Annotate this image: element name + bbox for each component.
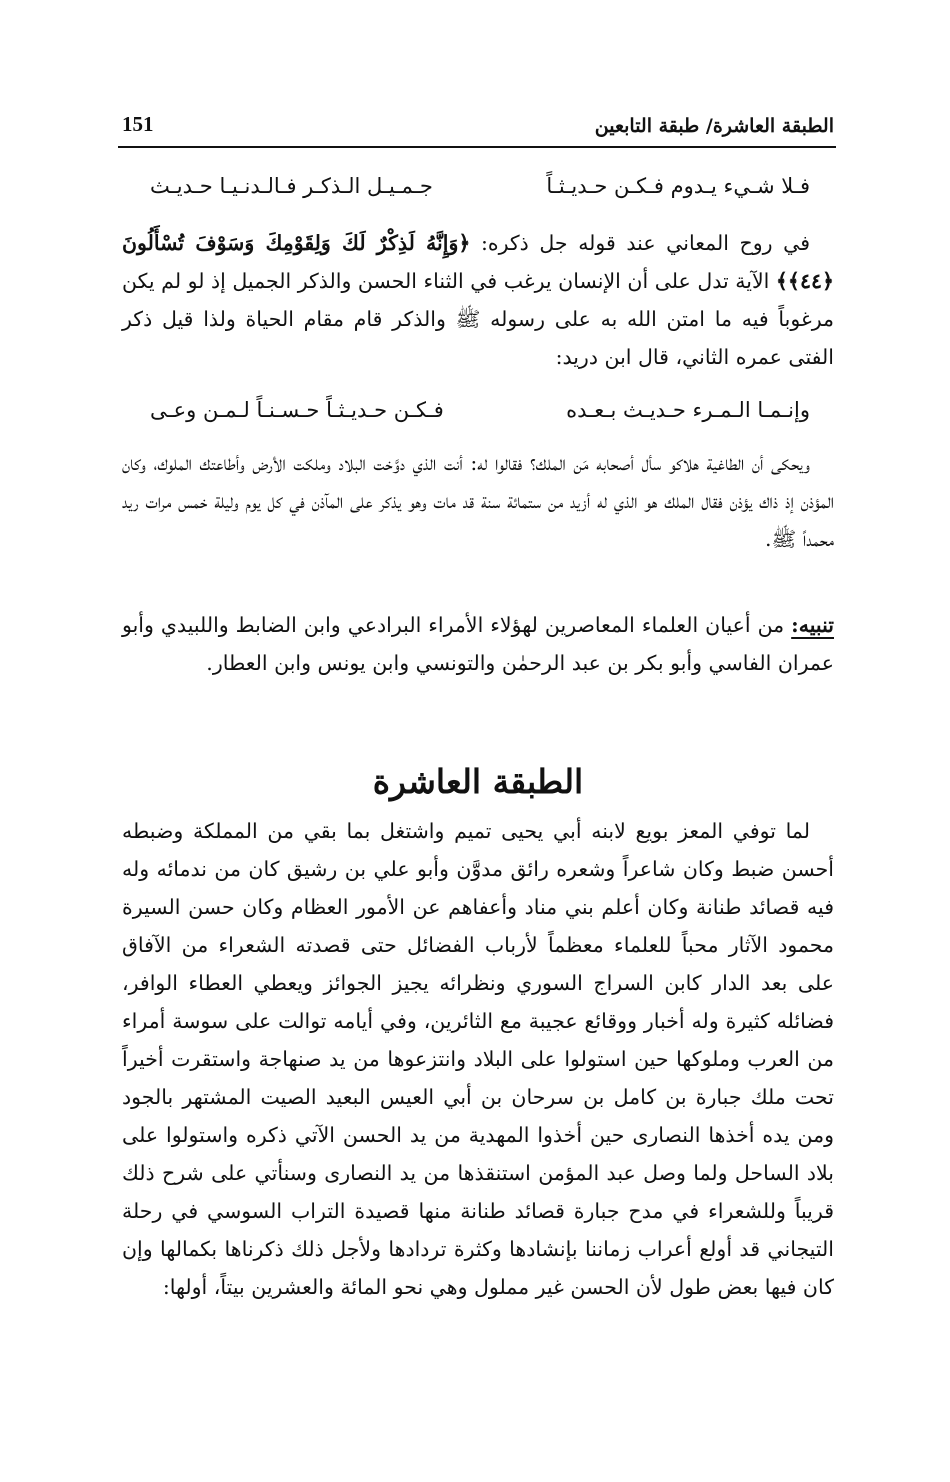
- verse-couplet-1: [150, 166, 810, 206]
- verse-2-first-hemistich: وإنـمـا الـمـرء حـديـث بـعـده: [566, 398, 810, 422]
- verse-2-second-hemistich: فـكـن حـديـثـاً حـسـنـاً لـمـن وعـى: [150, 398, 444, 422]
- verse-1-first-hemistich: فـلا شـيء يـدوم فـكـن حـديـثـاً: [546, 174, 810, 198]
- header-rule: [118, 146, 836, 148]
- section-title: الطبقة العاشرة: [372, 762, 584, 801]
- running-title: الطبقة العاشرة/ طبقة التابعين: [594, 115, 834, 137]
- paragraph-ruh-al-maani: [122, 224, 834, 376]
- paragraph-1-body: الآية تدل على أن الإنسان يرغب في الثناء الحسن والذكر الجميل إذ لو لم يكن مرغوباً فيه ما امتن الله به على رسوله ﷺ والذكر قام مقام الحياة ولذا قيل ذكر الفتى عمره الثاني، قال ابن دريد:: [122, 269, 834, 369]
- section-body: لما توفي المعز بويع لابنه أبي يحيى تميم واشتغل بما بقي من المملكة وضبطه أحسن ضبط وكان شاعراً وشعره رائق مدوَّن وأبو علي بن رشيق كان من ندمائه وله فيه قصائد طنانة وكان أعلم بني مناد وأعفاهم عن الأمور العظام وكان حسن السيرة محمود الآثار محباً للعلماء معظماً لأرباب الفضائل حتى قصدته الشعراء من الآفاق على بعد الدار كابن السراج السوري ونظرائه يجيز الجوائز ويعطي العطاء الوافر، فضائله كثيرة وله أخبار ووقائع عجيبة مع الثائرين، وفي أيامه توالت على سوسة أمراء من العرب وملوكها حين استولوا على البلاد وانتزعوها من يد صنهاجة واستقرت أخيراً تحت ملك جبارة بن كامل بن سرحان بن أبي العيس البعيد الصيت المشتهر بالجود ومن يده أخذها النصارى حين أخذوا المهدية من يد الحسن الآتي ذكره واستولوا على بلاد الساحل ولما وصل عبد المؤمن استنقذها من يد النصارى وسنأتي على شرح ذلك قريباً وللشعراء في مدح جبارة قصائد طنانة منها قصيدة التراب السوسي في رحلة التيجاني قد أولع أعراب زماننا بإنشادها وكثرة تردادها ولأجل ذلك ذكرناها بكمالها وإن كان فيها بعض طول لأن الحسن غير مملول وهي نحو المائة والعشرين بيتاً، أولها:: [122, 819, 834, 1299]
- quran-verse: ﴿وَإِنَّهُ لَذِكْرٌ لَكَ وَلِقَوْمِكَ وَسَوْفَ تُسْأَلُونَ ﴿٤٤﴾﴾: [122, 231, 834, 293]
- note-label: تنبيه:: [791, 613, 834, 637]
- paragraph-hulagu: ويحكى أن الطاغية هلاكو سأل أصحابه مَن الملك؟ فقالوا له: أنت الذي دوَّخت البلاد وملكت الأرض وأطاعتك الملوك، وكان المؤذن إذ ذاك يؤذن فقال الملك هو الذي له أزيد من ستمائة سنة قد مات وهو يذكر على المآذن في كل يوم وليلة خمس مرات ريد محمداً ﷺ.: [122, 451, 834, 551]
- page-number: 151: [122, 112, 154, 136]
- note-text: من أعيان العلماء المعاصرين لهؤلاء الأمراء البرادعي وابن الضابط واللبيدي وأبو عمران الفاسي وأبو بكر بن عبد الرحمٰن والتونسي وابن يونس وابن العطار.: [122, 613, 834, 675]
- note-paragraph: [122, 606, 834, 682]
- verse-couplet-2: [150, 390, 810, 430]
- running-header: [122, 112, 834, 137]
- verse-1-second-hemistich: جـمـيـل الـذكـر فـالـدنـيـا حـديـث: [150, 174, 433, 198]
- paragraph-1-intro: في روح المعاني عند قوله جل ذكره:: [480, 231, 810, 255]
